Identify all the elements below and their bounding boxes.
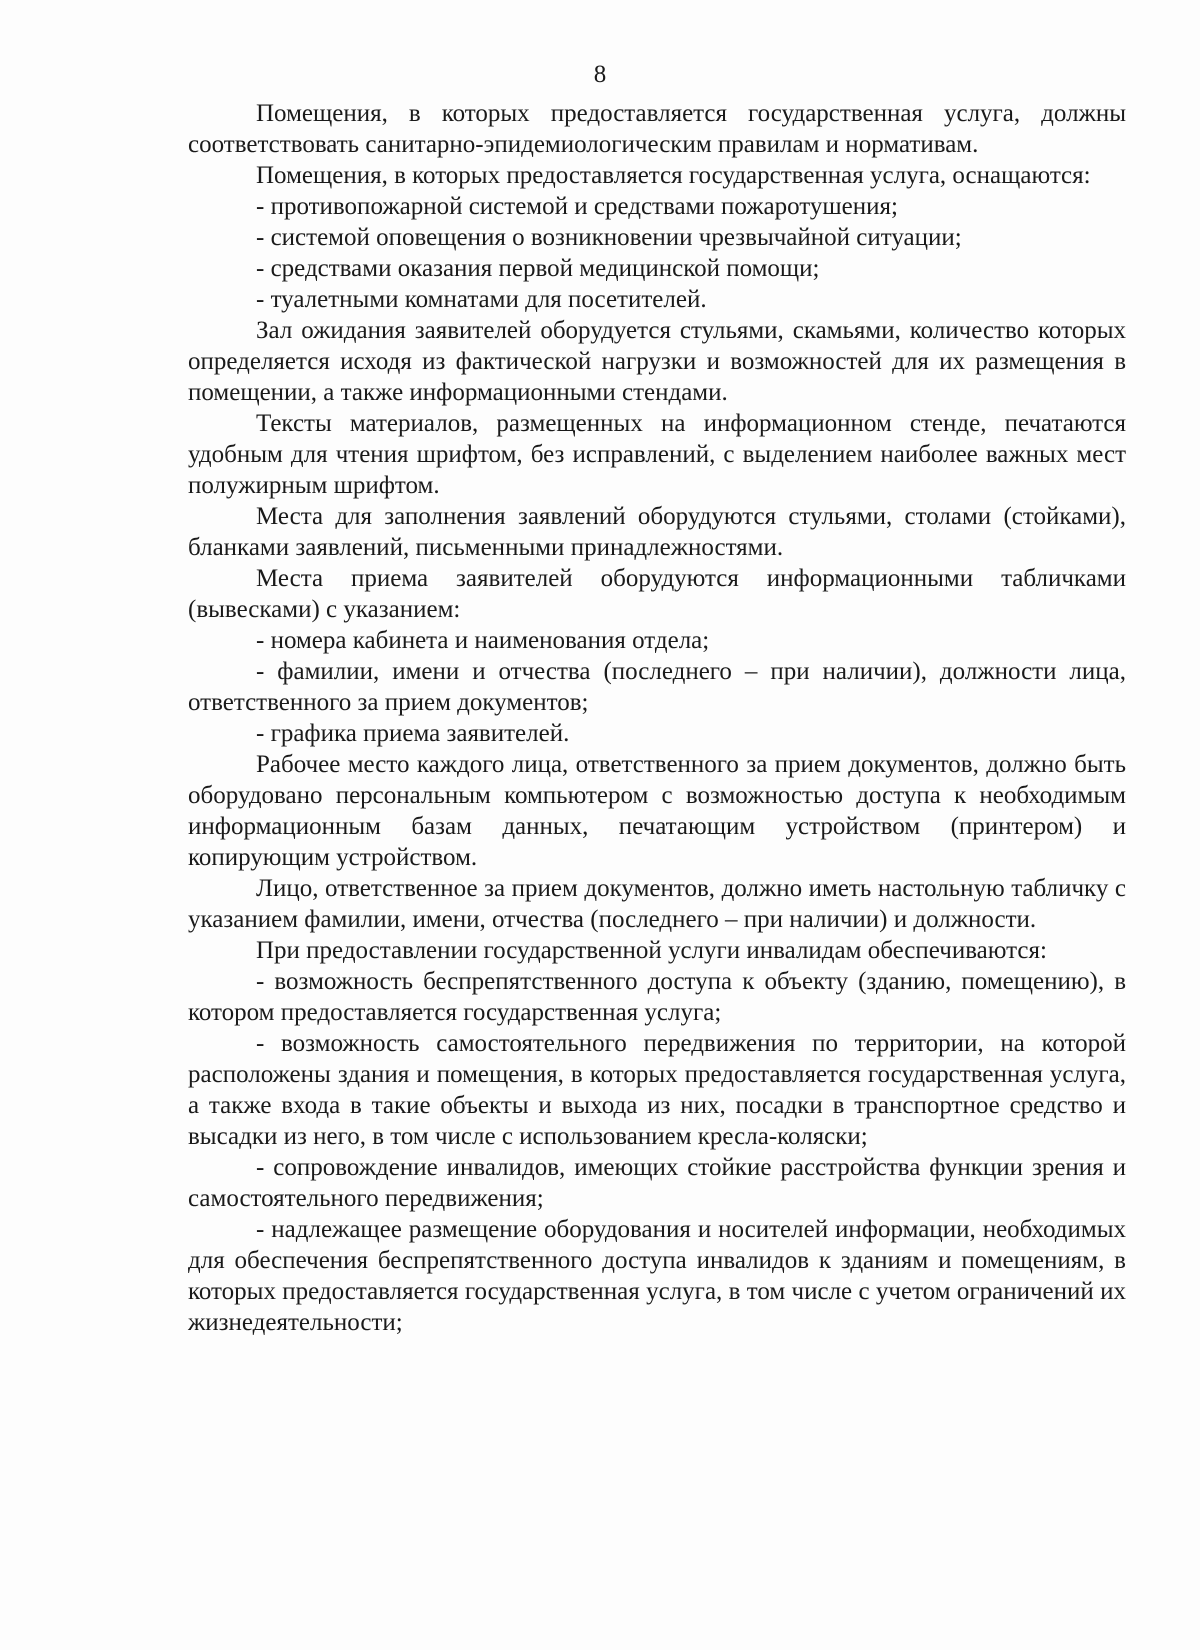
list-item-alert-system: - системой оповещения о возникновении чрезвычайной ситуации; bbox=[256, 224, 962, 251]
list-item-schedule: - графика приема заявителей. bbox=[256, 720, 570, 747]
paragraph-2: Помещения, в которых предоставляется государственная услуга, оснащаются: bbox=[256, 162, 1091, 189]
document-body bbox=[188, 98, 1126, 1338]
paragraph-waiting-hall: Зал ожидания заявителей оборудуется стульями, скамьями, количество которых определяется исходя из фактической нагрузки и возможностей для их размещения в помещении, а также информационными стендами. bbox=[188, 317, 1126, 406]
list-item-first-aid: - средствами оказания первой медицинской помощи; bbox=[256, 255, 820, 282]
paragraph-workplace: Рабочее место каждого лица, ответственного за прием документов, должно быть оборудовано персональным компьютером с возможностью доступа к необходимым информационным базам данных, печатающим устройством (принтером) и копирующим устройством. bbox=[188, 751, 1126, 871]
list-item-responsible-person: - фамилии, имени и отчества (последнего – при наличии), должности лица, ответственного за прием документов; bbox=[188, 658, 1126, 716]
list-item-cabinet-number: - номера кабинета и наименования отдела; bbox=[256, 627, 710, 654]
page-number: 8 bbox=[593, 61, 607, 88]
list-item-equipment-placement: - надлежащее размещение оборудования и носителей информации, необходимых для обеспечения беспрепятственного доступа инвалидов к зданиям и помещениям, в которых предоставляется государственная услуга, в том числе с учетом ограничений их жизнедеятельности; bbox=[188, 1216, 1126, 1336]
list-item-escort: - сопровождение инвалидов, имеющих стойкие расстройства функции зрения и самостоятельного передвижения; bbox=[188, 1154, 1126, 1212]
paragraph-disabled-provisions: При предоставлении государственной услуги инвалидам обеспечиваются: bbox=[256, 937, 1047, 964]
list-item-toilets: - туалетными комнатами для посетителей. bbox=[256, 286, 707, 313]
list-item-unobstructed-access: - возможность беспрепятственного доступа к объекту (зданию, помещению), в котором предоставляется государственная услуга; bbox=[188, 968, 1126, 1026]
list-item-independent-movement: - возможность самостоятельного передвижения по территории, на которой расположены здания и помещения, в которых предоставляется государственная услуга, а также входа в такие объекты и выхода из них, посадки в транспортное средство и высадки из него, в том числе с использованием кресла-коляски; bbox=[188, 1030, 1126, 1150]
paragraph-reception-places: Места приема заявителей оборудуются информационными табличками (вывесками) с указанием: bbox=[188, 565, 1126, 623]
paragraph-filling-places: Места для заполнения заявлений оборудуются стульями, столами (стойками), бланками заявлений, письменными принадлежностями. bbox=[188, 503, 1126, 561]
paragraph-1: Помещения, в которых предоставляется государственная услуга, должны соответствовать санитарно-эпидемиологическим правилам и нормативам. bbox=[188, 100, 1126, 158]
paragraph-desk-sign: Лицо, ответственное за прием документов, должно иметь настольную табличку с указанием фамилии, имени, отчества (последнего – при наличии) и должности. bbox=[188, 875, 1126, 933]
list-item-fire-system: - противопожарной системой и средствами пожаротушения; bbox=[256, 193, 898, 220]
paragraph-stand-texts: Тексты материалов, размещенных на информационном стенде, печатаются удобным для чтения шрифтом, без исправлений, с выделением наиболее важных мест полужирным шрифтом. bbox=[188, 410, 1126, 499]
